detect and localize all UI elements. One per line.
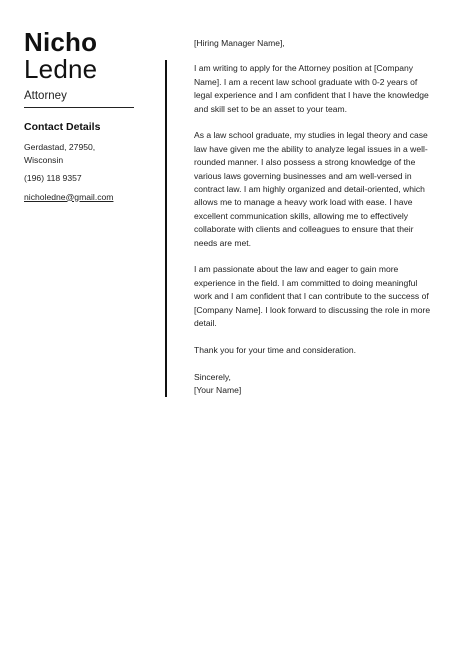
job-title: Attorney: [24, 90, 67, 102]
paragraph-4: Thank you for your time and consideration.: [194, 344, 357, 355]
closing: Sincerely,: [194, 371, 231, 382]
email-link[interactable]: nicholedne@gmail.com: [24, 191, 114, 202]
signature: [Your Name]: [194, 385, 242, 396]
header-divider: [24, 107, 134, 108]
column-divider: [165, 60, 167, 397]
phone-number: (196) 118 9357: [24, 173, 82, 183]
letter-body: [194, 37, 440, 398]
paragraph-1: I am writing to apply for the Attorney position at [Company Name]. I am a recent law school graduate with 0-2 years of legal experience and I am confident that I have the knowledge and skill set to be an asset to your team.: [194, 63, 429, 114]
name-block: [24, 28, 142, 102]
contact-heading: Contact Details: [24, 121, 101, 133]
first-name: Nicho: [24, 27, 98, 57]
salutation: [Hiring Manager Name],: [194, 38, 285, 48]
last-name: Ledne: [24, 54, 98, 84]
address-line-2: Wisconsin: [24, 154, 64, 165]
paragraph-2: As a law school graduate, my studies in legal theory and case law have given me the ability to analyze legal issues in a well- rounded manner. I also possess a strong knowledge of the various laws governing businesses and am well-versed in contract law. I am highly organized and detail-oriented, which allows me to manage a heavy work load with ease. I have excellent communication skills, allowing me to effectively collaborate with clients and colleagues to ensure that their needs are met.: [194, 130, 428, 248]
paragraph-3: I am passionate about the law and eager to gain more experience in the field. I am committed to doing meaningful work and I am confident that I can contribute to the success of [Company Name]. I look forward to discussing the role in more detail.: [194, 264, 431, 329]
contact-details: [24, 141, 154, 203]
address-line-1: Gerdastad, 27950,: [24, 142, 96, 152]
